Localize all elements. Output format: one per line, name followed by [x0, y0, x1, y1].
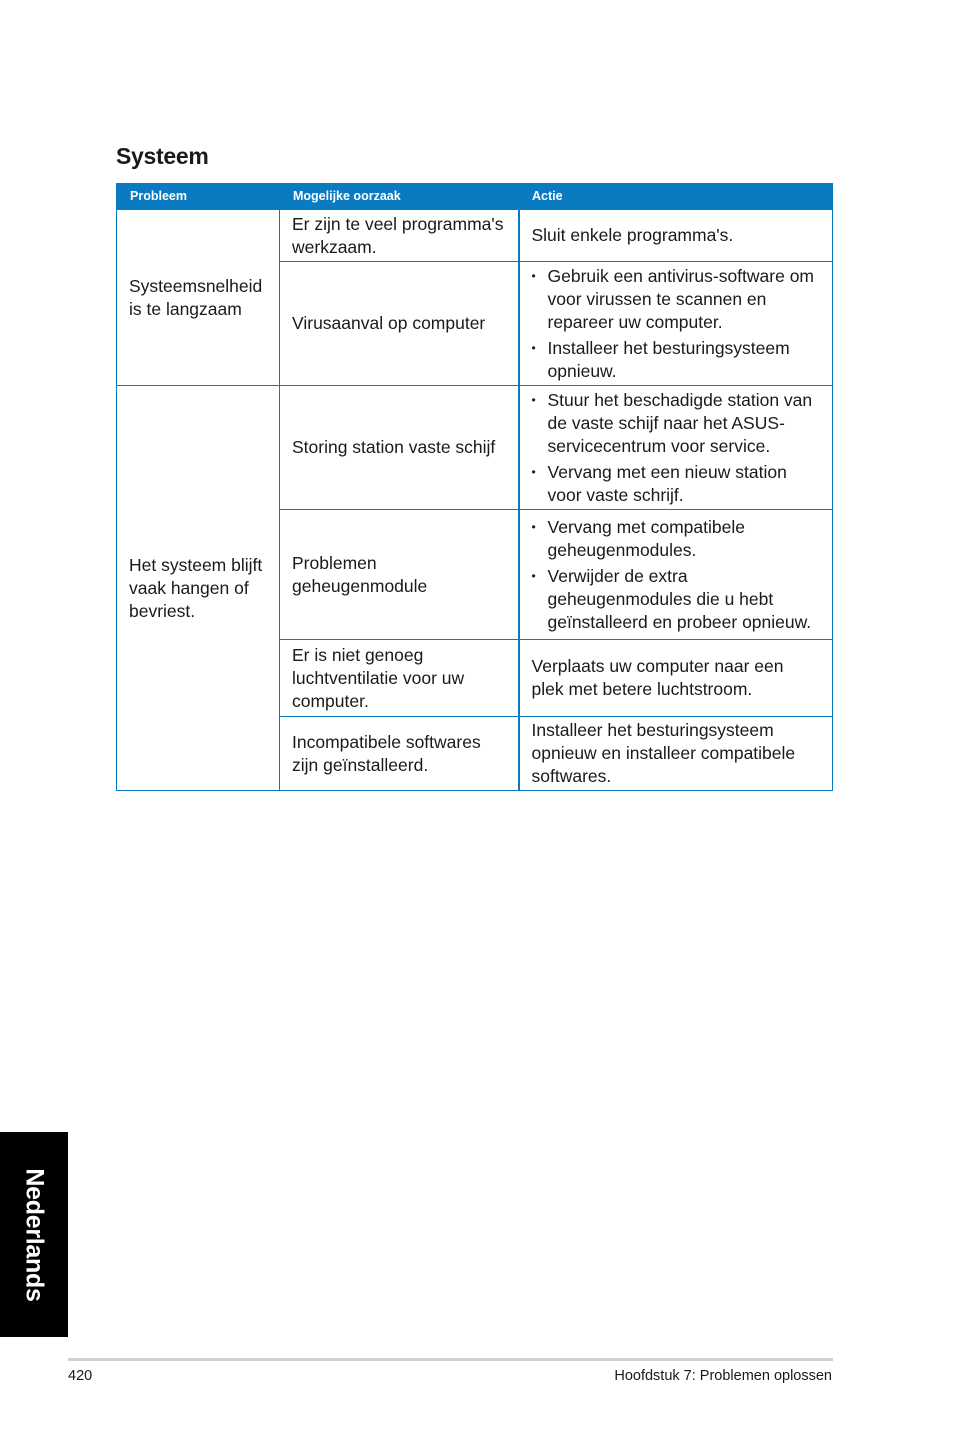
page-number: 420 [68, 1368, 93, 1384]
language-side-tab [0, 1132, 68, 1337]
action-cell: Sluit enkele programma's. [519, 210, 833, 262]
action-cell [519, 262, 833, 386]
problem-cell: Het systeem blijft vaak hangen of bevriest. [117, 386, 280, 791]
header-problem: Probleem [117, 184, 280, 210]
table-header-row [117, 184, 833, 210]
action-list-item: • Vervang met compatibele geheugenmodules. [532, 516, 821, 562]
action-list [532, 516, 821, 634]
action-cell: Verplaats uw computer naar een plek met betere luchtstroom. [519, 640, 833, 717]
action-cell [519, 386, 833, 510]
troubleshooting-table [116, 183, 833, 791]
cause-cell: Storing station vaste schijf [280, 386, 519, 510]
action-list-item: • Stuur het beschadigde station van de vaste schijf naar het ASUS-servicecentrum voor service. [532, 389, 821, 458]
action-list-item: • Gebruik een antivirus-software om voor virussen te scannen en repareer uw computer. [532, 265, 821, 334]
action-list [532, 389, 821, 507]
cause-cell: Er is niet genoeg luchtventilatie voor uw computer. [280, 640, 519, 717]
language-label: Nederlands [20, 1167, 49, 1302]
action-list-item: • Vervang met een nieuw station voor vaste schrijf. [532, 461, 821, 507]
problem-cell: Systeemsnelheid is te langzaam [117, 210, 280, 386]
action-list [532, 265, 821, 383]
cause-cell: Er zijn te veel programma's werkzaam. [280, 210, 519, 262]
action-cell: Installeer het besturingsysteem opnieuw en installeer compatibele softwares. [519, 717, 833, 791]
footer-divider [68, 1358, 833, 1361]
header-cause: Mogelijke oorzaak [280, 184, 519, 210]
table-row [117, 210, 833, 262]
action-list-item: • Verwijder de extra geheugenmodules die u hebt geïnstalleerd en probeer opnieuw. [532, 565, 821, 634]
section-title: Systeem [116, 143, 209, 169]
cause-cell: Virusaanval op computer [280, 262, 519, 386]
header-action: Actie [519, 184, 833, 210]
chapter-title: Hoofdstuk 7: Problemen oplossen [614, 1368, 832, 1384]
action-cell [519, 510, 833, 640]
cause-cell: Incompatibele softwares zijn geïnstalleerd. [280, 717, 519, 791]
table-row [117, 386, 833, 510]
cause-cell: Problemen geheugenmodule [280, 510, 519, 640]
action-list-item: • Installeer het besturingsysteem opnieuw. [532, 337, 821, 383]
